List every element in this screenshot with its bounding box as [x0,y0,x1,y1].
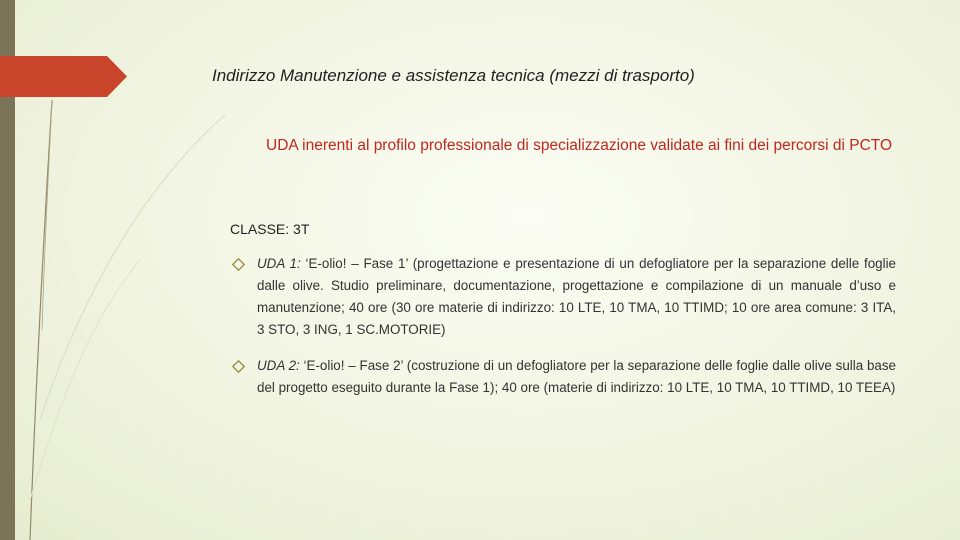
slide-title: Indirizzo Manutenzione e assistenza tecnica (mezzi di trasporto) [212,66,695,85]
uda-list [230,253,896,413]
accent-tab [0,56,127,97]
slide-subtitle: UDA inerenti al profilo professionale di specializzazione validate ai fini dei percorsi di PCTO [266,137,893,154]
diamond-outline-icon [232,258,245,271]
uda-description: ‘E-olio! – Fase 1’ (progettazione e presentazione di un defogliatore per la separazione delle foglie dalle olive. Studio preliminare, documentazione, progettazione e compilazione di un manuale d’uso e manutenzione; 40 ore (30 ore materie di indirizzo: 10 LTE, 10 TMA, 10 TTIMD; 10 ore area comune: 3 ITA, 3 STO, 3 ING, 1 SC.MOTORIE) [257,256,897,337]
uda-label: UDA 2: [257,358,300,373]
class-label: CLASSE: 3T [230,221,310,237]
list-item [230,355,896,399]
uda-label: UDA 1: [257,256,301,271]
list-item [230,253,896,341]
diamond-outline-icon [232,360,245,373]
uda-description: ‘E-olio! – Fase 2’ (costruzione di un defogliatore per la separazione delle foglie dalle olive sulla base del progetto eseguito durante la Fase 1); 40 ore (materie di indirizzo: 10 LTE, 10 TMA, 10 TTIMD, 10 TEEA) [257,358,896,395]
